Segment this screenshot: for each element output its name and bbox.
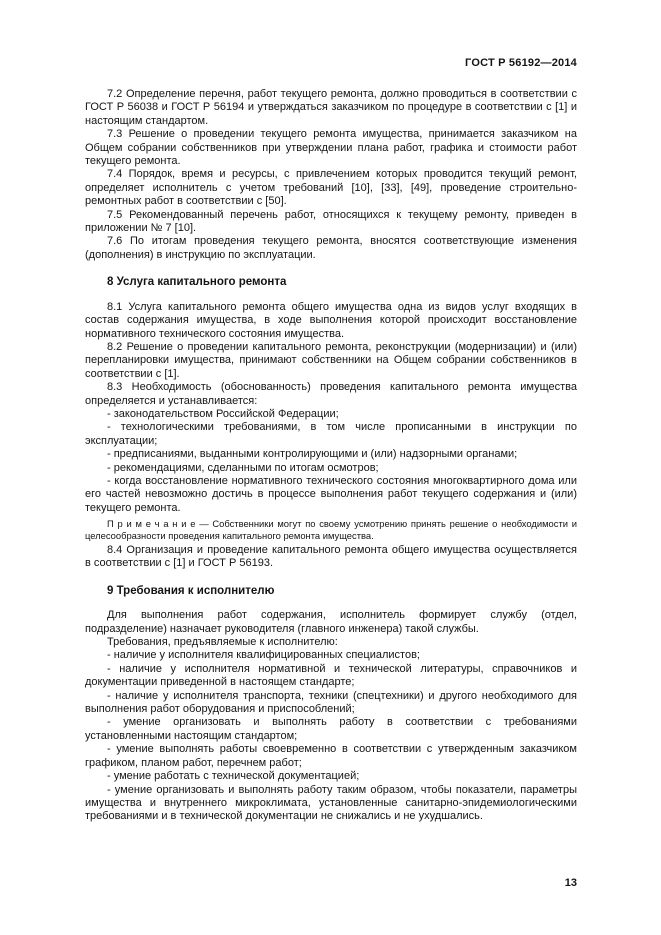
para-7-5: 7.5 Рекомендованный перечень работ, относящихся к текущему ремонту, приведен в приложении № 7 [10]. [85,208,577,235]
para-7-3: 7.3 Решение о проведении текущего ремонта имущества, принимается заказчиком на Общем собрании собственников при утверждении плана работ, графика и стоимости работ текущего ремонта. [85,128,577,168]
list-item: - умение организовать и выполнять работу в соответствии с требованиями установленными настоящим стандартом; [85,716,577,742]
list-item: - предписаниями, выданными контролирующими и (или) надзорными органами; [107,448,518,461]
para-8-1: 8.1 Услуга капитального ремонта общего имущества одна из видов услуг входящих в состав содержания имущества, в ходе выполнения которой происходит восстановление нормативного технического состояния имущества. [85,300,577,340]
list-item: - когда восстановление нормативного технического состояния многоквартирного дома или его частей невозможно достичь в процессе выполнения работ текущего содержания и (или) текущего ремонта. [85,474,577,514]
list-item: - рекомендациями, сделанными по итогам осмотров; [107,461,379,474]
para-7-4: 7.4 Порядок, время и ресурсы, с привлечением которых проводится текущий ремонт, определяет исполнитель с учетом требований [10], [33], [49], проведение строительно-ремонтных работ в соответствии с [50]. [85,168,577,208]
list-item: - законодательством Российской Федерации; [107,407,339,420]
para-9-requirements: Требования, предъявляемые к исполнителю: [107,636,338,649]
list-item: - умение выполнять работы своевременно в соответствии с утвержденным заказчиком графиком, планом работ, перечнем работ; [85,743,577,769]
section-heading-8: 8 Услуга капитального ремонта [107,276,287,289]
page-header [85,57,577,69]
list-item: - наличие у исполнителя нормативной и технической литературы, справочников и документации приведенной в настоящем стандарте; [85,662,577,689]
page-footer [85,877,577,889]
para-8-2: 8.2 Решение о проведении капитального ремонта, реконструкции (модернизации) и (или) перепланировки имущества, принимают собственники на Общем собрании собственников в соответствии с [1]. [85,340,577,380]
doc-number: ГОСТ Р 56192—2014 [465,57,577,69]
section-heading-9: 9 Требования к исполнителю [107,584,275,597]
list-item: - наличие у исполнителя транспорта, техники (спецтехники) и другого необходимого для выполнения работ оборудования и приспособлений; [85,689,577,716]
list-item: - умение организовать и выполнять работу таким образом, чтобы показатели, параметры имущества и внутреннего микроклимата, установленные санитарно-эпидемиологическими требованиями и в технической документации не снижались и не ухудшались. [85,783,577,823]
para-7-2: 7.2 Определение перечня, работ текущего ремонта, должно проводиться в соответствии с ГОСТ Р 56038 и ГОСТ Р 56194 и утверждаться заказчиком по процедуре в соответствии с [1] и настоящим стандартом. [85,88,577,127]
document-content [85,88,577,824]
page-number: 13 [564,877,577,889]
para-9-intro: Для выполнения работ содержания, исполнитель формирует службу (отдел, подразделение) назначает руководителя (главного инженера) такой службы. [85,609,577,635]
para-8-3: 8.3 Необходимость (обоснованность) проведения капитального ремонта имущества определяется и устанавливается: [85,381,577,407]
list-item: - технологическими требованиями, в том числе прописанными в инструкции по эксплуатации; [85,421,577,447]
para-8-4: 8.4 Организация и проведение капитального ремонта общего имущества осуществляется в соответствии с [1] и ГОСТ Р 56193. [85,544,577,570]
note-text: П р и м е ч а н и е — Собственники могут по своему усмотрению принять решение о необходимости и целесообразности проведения капитального ремонта имущества. [85,518,577,541]
para-7-6: 7.6 По итогам проведения текущего ремонта, вносятся соответствующие изменения (дополнения) в инструкцию по эксплуатации. [85,235,577,261]
list-item: - наличие у исполнителя квалифицированных специалистов; [107,649,420,662]
list-item: - умение работать с технической документацией; [107,770,360,783]
